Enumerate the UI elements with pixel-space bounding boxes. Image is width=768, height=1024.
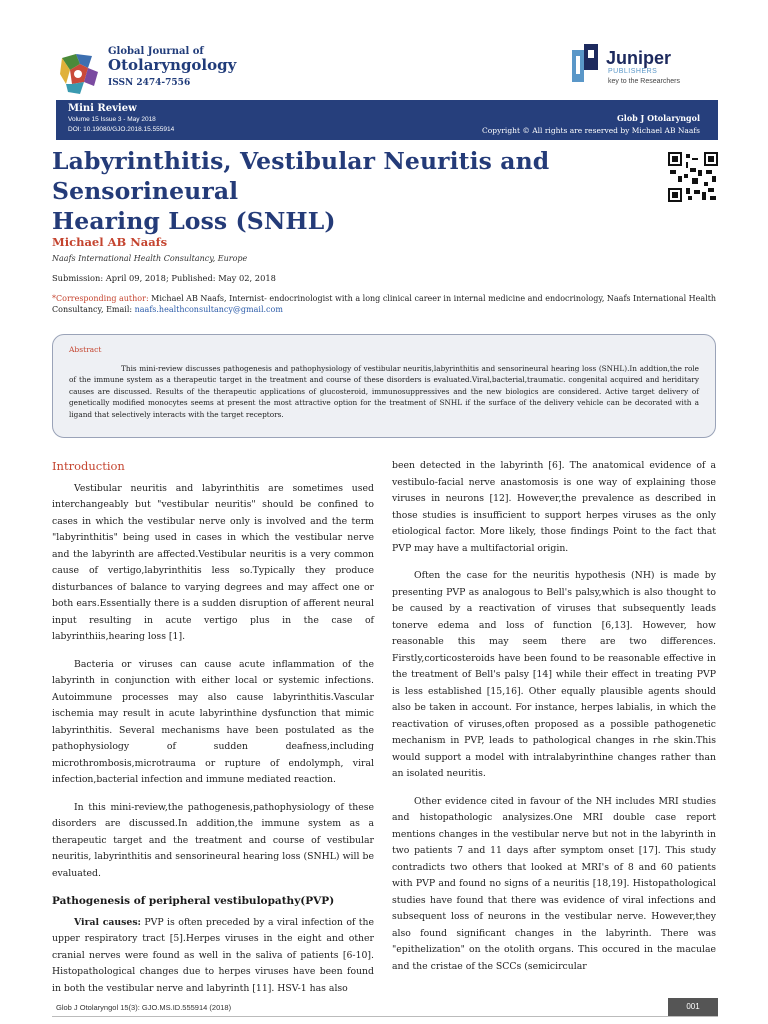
affiliation: Naafs International Health Consultancy, Europe xyxy=(52,254,248,263)
journal-logo xyxy=(58,50,104,96)
qr-code-icon xyxy=(668,152,718,202)
intro-paragraph-3: In this mini-review,the pathogenesis,pathophysiology of these disorders are discussed.In addition,the immune system as a therapeutic target and the treatment and course of vestibular neuritis, labyrinthitis and sensorineural hearing loss (SNHL) will be evaluated. xyxy=(52,801,374,879)
issn: ISSN 2474-7556 xyxy=(108,78,191,88)
right-paragraph-3: Other evidence cited in favour of the NH includes MRI studies and histopathologic analysizes.One MRI double case report mentions changes in the vestibular nerve but not in the labyrinth in two patients 7 and 11 days after symptom onset [17]. This study contradicts two others that looked at MRI's of 8 and 60 patients with PVP and found no signs of a neuritis [18,19]. Histopathological studies have found that there was evidence of viral infections and subsequent loss of neurons in the vestibular nerve. However,they also found significant changes in the labyrinth. There was "epithelization" on the otolith organs. This occured in the maculae and the cristae of the SCCs (semicircular xyxy=(392,795,716,972)
copyright: Copyright © All rights are reserved by Michael AB Naafs xyxy=(482,126,700,135)
corresponding-author xyxy=(52,293,718,315)
journal-abbrev: Glob J Otolaryngol xyxy=(616,113,700,123)
paper-title xyxy=(52,146,672,236)
publisher-logo xyxy=(572,44,722,92)
right-paragraph-1: been detected in the labyrinth [6]. The anatomical evidence of a vestibulo-facial nerve anastomosis is one way of explaining those viruses in neurons [12]. However,the prevalence as described in those studies is insufficient to support herpes viruses as the only etiological factor. More likely, those findings Point to the fact that PVP may have a multifactorial origin. xyxy=(392,460,716,554)
title-line2: Hearing Loss (SNHL) xyxy=(52,207,336,235)
intro-paragraph-1: Vestibular neuritis and labyrinthitis are sometimes used interchangeably but "vestibular neuritis" should be confined to cases in which the vestibular nerve only is involved and the term "labyrinthitis" being used in cases in which the vestibular nerve and the labyrinth are affected.Vestibular neuritis is a very common cause of vertigo,labyrinthitis less so.Typically they produce disturbances of balance to varying degrees and may affect one or both ears.Essentially there is a sudden disruption of afferent neural input resulting in acute vertigo plus in the case of labyrinthiis,hearing loss [1]. xyxy=(52,482,374,642)
submission-dates: Submission: April 09, 2018; Published: May 02, 2018 xyxy=(52,273,276,283)
article-banner xyxy=(56,100,718,140)
author-name: Michael AB Naafs xyxy=(52,235,168,249)
journal-line1: Global Journal of xyxy=(108,46,204,57)
corresp-label: *Corresponding author: xyxy=(52,294,149,303)
journal-line2: Otolaryngology xyxy=(108,56,237,74)
juniper-mark-icon xyxy=(572,44,602,88)
viral-causes-text: PVP is often preceded by a viral infection of the upper respiratory tract [5].Herpes viruses in the eight and other cranial nerves were found as well in the saliva of patients [6-10]. Histopathological changes due to herpes viruses have been found in both the vestibular nerve and labyrinth [11]. HSV-1 has also xyxy=(52,916,374,994)
doi[interactable]: DOI: 10.19080/GJO.2018.15.555914 xyxy=(68,126,175,133)
page-number: 001 xyxy=(668,998,718,1016)
corresp-text: Michael AB Naafs, Internist- endocrinologist with a long clinical career in internal medicine and endocrinology, Naafs International Health Consultancy, Email: xyxy=(52,294,717,314)
abstract-heading: Abstract xyxy=(69,345,102,354)
footer-divider xyxy=(52,1016,718,1017)
publisher-sub: PUBLISHERS xyxy=(608,68,658,75)
article-type: Mini Review xyxy=(68,103,137,114)
viral-causes-lead: Viral causes: xyxy=(74,916,141,928)
abstract-box xyxy=(52,334,716,438)
volume-info: Volume 15 Issue 3 - May 2018 xyxy=(68,116,156,123)
intro-paragraph-2: Bacteria or viruses can cause acute inflammation of the labyrinth in conjunction with either local or systemic infections. Autoimmune processes may also cause labyrinthitis.Vascular ischemia may result in acute labyrinthine dysfunction that mimic labyrinthitis. Several mechanisms have been postulated as the pathophysiology of sudden deafness,including microthrombosis,microtrauma or rupture of endolymph, viral infection,bacterial infection and immune mediated reaction. xyxy=(52,658,374,785)
right-paragraph-2: Often the case for the neuritis hypothesis (NH) is made by presenting PVP as analogous to Bell's palsy,which is also thought to be caused by a reactivation of viruses that subsequently leads tonerve edema and loss of function [6,13]. However, how reasonable this may seem there are two differences. Firstly,corticosteroids have been found to be reasonable effective in the treatment of Bell's palsy [14] while their effect in treating PVP is less established [15,16]. Other equally plausible agents should also be taken in account. For instance, herpes labialis, in which the reactivation of viruses,often proposed as a possible pathogenetic mechanism in PVP, leads to pathological changes in rhe skin.This would support a model with intralabyrinthine changes rather than an isolated neuritis. xyxy=(392,570,716,779)
footer-citation: Glob J Otolaryngol 15(3): GJO.MS.ID.555914 (2018) xyxy=(56,1003,232,1012)
title-line1: Labyrinthitis, Vestibular Neuritis and Sensorineural xyxy=(52,147,550,205)
pathogenesis-heading: Pathogenesis of peripheral vestibulopathy(PVP) xyxy=(52,895,335,907)
corresp-email-link[interactable]: naafs.healthconsultancy@gmail.com xyxy=(134,305,283,314)
viral-causes-paragraph xyxy=(52,915,374,998)
abstract-text: This mini-review discusses pathogenesis and pathophysiology of vestibular neuritis,labyrinthitis and sensorineural hearing loss (SNHL).In addtion,the role of the immune system as a therapeutic target in the treatment and course of these disorders is evaluated.Viral,bacterial,traumatic. congenital acquired and heriditary causes are discussed. Results of the therapeutic applications of glucosteroid, immunosuppressives and the new biologics are considered. Active target delivery of genetically modified monocytes seems at present the most attractive option for the treatment of SNHL if the surface of the delivery vehicle can be decorated with a ligand that selectively interacts with the target receptors. xyxy=(69,364,699,419)
journal-title xyxy=(108,46,308,88)
left-column xyxy=(52,458,374,1008)
publisher-name: Juniper xyxy=(606,48,672,68)
intro-heading: Introduction xyxy=(52,459,125,473)
right-column xyxy=(392,458,716,986)
publisher-tagline: key to the Researchers xyxy=(608,78,680,85)
